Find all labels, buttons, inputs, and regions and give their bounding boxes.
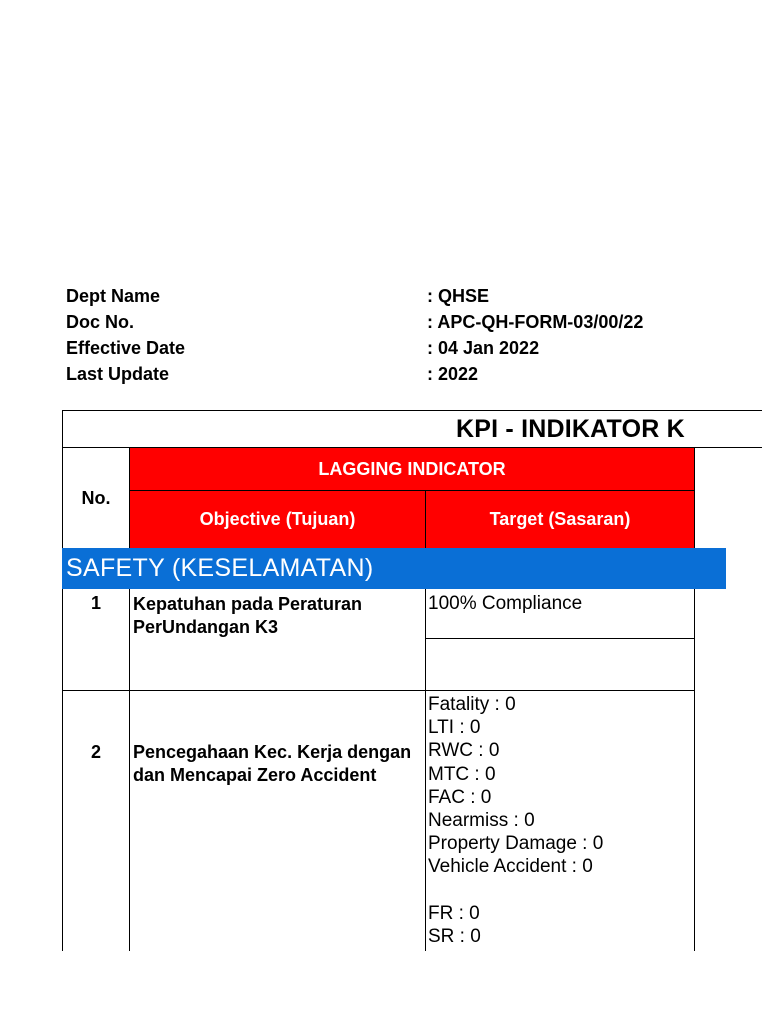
table-title-cell <box>62 410 762 448</box>
target-line <box>426 879 694 902</box>
meta-label-doc-no: Doc No. <box>66 312 135 332</box>
target-line: FAC : 0 <box>428 786 492 808</box>
row-2-targets <box>426 691 695 951</box>
meta-label-last-update: Last Update <box>66 364 170 384</box>
table-title: KPI - INDIKATOR K <box>456 415 685 443</box>
target-line: Property Damage : 0 <box>428 833 604 855</box>
target-line: FR : 0 <box>428 902 480 924</box>
row-1-target-bottom <box>426 639 695 691</box>
target-line: Vehicle Accident : 0 <box>428 856 593 878</box>
row-2-number: 2 <box>62 691 130 951</box>
target-line: Fatality : 0 <box>428 694 516 715</box>
meta-label-effective-date: Effective Date <box>66 338 186 358</box>
target-line: Nearmiss : 0 <box>428 810 535 832</box>
row-2-objective: Pencegahaan Kec. Kerja dengan dan Mencapai Zero Accident <box>130 691 426 951</box>
target-line: MTC : 0 <box>428 763 496 785</box>
meta-value-doc-no: : APC-QH-FORM-03/00/22 <box>427 312 644 332</box>
header-no: No. <box>62 448 130 549</box>
header-objective: Objective (Tujuan) <box>130 491 426 549</box>
meta-value-last-update: : 2022 <box>427 364 479 384</box>
section-safety: SAFETY (KESELAMATAN) <box>62 548 726 589</box>
header-lagging-indicator: LAGGING INDICATOR <box>130 448 695 491</box>
target-line: RWC : 0 <box>428 740 500 762</box>
row-1-number: 1 <box>62 589 130 691</box>
meta-value-dept: : QHSE <box>427 286 490 306</box>
header-target: Target (Sasaran) <box>426 491 695 549</box>
row-1-objective: Kepatuhan pada Peraturan PerUndangan K3 <box>130 589 426 691</box>
row-1-target-top: 100% Compliance <box>426 589 695 639</box>
target-line: LTI : 0 <box>428 717 481 739</box>
target-line: SR : 0 <box>428 926 481 948</box>
meta-label-dept: Dept Name <box>66 286 161 306</box>
meta-value-effective-date: : 04 Jan 2022 <box>427 338 540 358</box>
